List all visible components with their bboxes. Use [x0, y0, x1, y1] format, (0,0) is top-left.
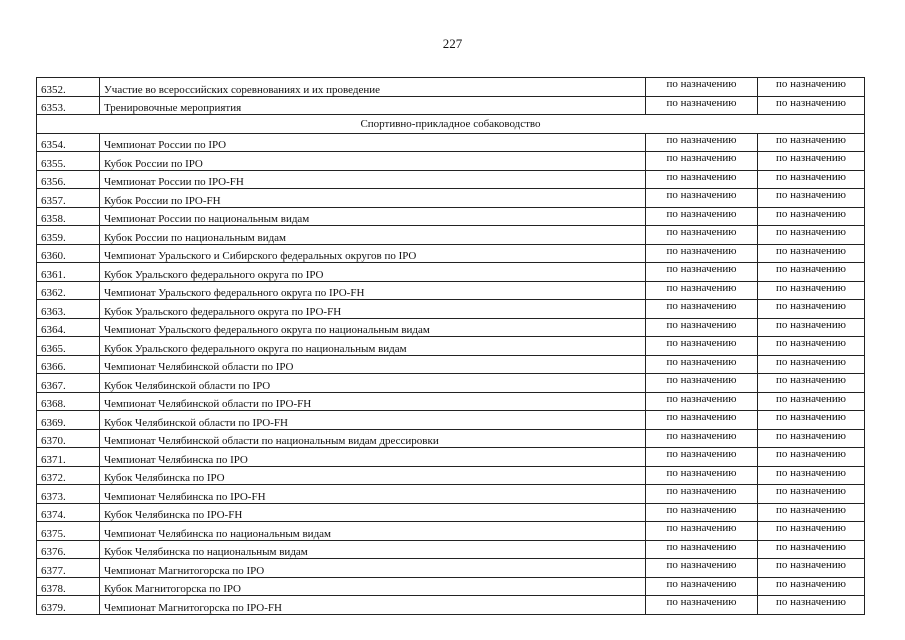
table-body-top [37, 78, 865, 115]
table-row [37, 96, 865, 115]
table-row [37, 522, 865, 541]
event-name-cell: Кубок Уральского федерального округа по IPO [100, 263, 646, 282]
row-number-cell: 6360. [37, 244, 100, 263]
value-cell-1: по назначению [646, 374, 758, 393]
value-cell-2: по назначению [758, 448, 865, 467]
value-cell-1: по назначению [646, 318, 758, 337]
value-cell-1: по назначению [646, 337, 758, 356]
events-table [36, 77, 865, 615]
value-cell-1: по назначению [646, 577, 758, 596]
value-cell-2: по назначению [758, 466, 865, 485]
table-row [37, 503, 865, 522]
value-cell-1: по назначению [646, 189, 758, 208]
value-cell-2: по назначению [758, 374, 865, 393]
row-number-cell: 6372. [37, 466, 100, 485]
row-number-cell: 6376. [37, 540, 100, 559]
table-row [37, 392, 865, 411]
table-row [37, 170, 865, 189]
value-cell-2: по назначению [758, 429, 865, 448]
value-cell-2: по назначению [758, 522, 865, 541]
table-row [37, 244, 865, 263]
value-cell-2: по назначению [758, 189, 865, 208]
value-cell-1: по назначению [646, 300, 758, 319]
table-row [37, 281, 865, 300]
value-cell-1: по назначению [646, 133, 758, 152]
row-number-cell: 6359. [37, 226, 100, 245]
event-name-cell: Участие во всероссийских соревнованиях и их проведение [100, 78, 646, 97]
value-cell-1: по назначению [646, 429, 758, 448]
value-cell-2: по назначению [758, 392, 865, 411]
value-cell-1: по назначению [646, 226, 758, 245]
value-cell-1: по назначению [646, 355, 758, 374]
row-number-cell: 6366. [37, 355, 100, 374]
event-name-cell: Чемпионат России по национальным видам [100, 207, 646, 226]
value-cell-1: по назначению [646, 392, 758, 411]
event-name-cell: Чемпионат Магнитогорска по IPO-FH [100, 596, 646, 615]
value-cell-1: по назначению [646, 522, 758, 541]
row-number-cell: 6370. [37, 429, 100, 448]
event-name-cell: Кубок Челябинска по IPO-FH [100, 503, 646, 522]
table-row [37, 133, 865, 152]
value-cell-2: по назначению [758, 540, 865, 559]
event-name-cell: Кубок Уральского федерального округа по IPO-FH [100, 300, 646, 319]
event-name-cell: Чемпионат России по IPO-FH [100, 170, 646, 189]
row-number-cell: 6357. [37, 189, 100, 208]
table-row [37, 577, 865, 596]
value-cell-1: по назначению [646, 448, 758, 467]
row-number-cell: 6352. [37, 78, 100, 97]
table-body-main [37, 133, 865, 614]
table-row [37, 300, 865, 319]
value-cell-1: по назначению [646, 466, 758, 485]
row-number-cell: 6371. [37, 448, 100, 467]
value-cell-1: по назначению [646, 281, 758, 300]
value-cell-2: по назначению [758, 300, 865, 319]
table-row [37, 411, 865, 430]
event-name-cell: Чемпионат Челябинска по IPO-FH [100, 485, 646, 504]
value-cell-2: по назначению [758, 133, 865, 152]
table-row [37, 318, 865, 337]
event-name-cell: Кубок Челябинска по национальным видам [100, 540, 646, 559]
row-number-cell: 6367. [37, 374, 100, 393]
table-row [37, 429, 865, 448]
value-cell-1: по назначению [646, 170, 758, 189]
event-name-cell: Кубок Челябинской области по IPO-FH [100, 411, 646, 430]
event-name-cell: Чемпионат Уральского федерального округа по IPO-FH [100, 281, 646, 300]
value-cell-1: по назначению [646, 540, 758, 559]
table-row [37, 559, 865, 578]
event-name-cell: Чемпионат России по IPO [100, 133, 646, 152]
value-cell-1: по назначению [646, 411, 758, 430]
value-cell-2: по назначению [758, 337, 865, 356]
section-header-body [37, 115, 865, 134]
table-row [37, 485, 865, 504]
value-cell-1: по назначению [646, 559, 758, 578]
value-cell-2: по назначению [758, 207, 865, 226]
event-name-cell: Чемпионат Уральского и Сибирского федеральных округов по IPO [100, 244, 646, 263]
row-number-cell: 6373. [37, 485, 100, 504]
row-number-cell: 6369. [37, 411, 100, 430]
value-cell-2: по назначению [758, 152, 865, 171]
value-cell-1: по назначению [646, 207, 758, 226]
table-row [37, 355, 865, 374]
value-cell-1: по назначению [646, 263, 758, 282]
table-row [37, 374, 865, 393]
value-cell-1: по назначению [646, 244, 758, 263]
table-row [37, 207, 865, 226]
table-row [37, 466, 865, 485]
value-cell-1: по назначению [646, 485, 758, 504]
value-cell-2: по назначению [758, 244, 865, 263]
row-number-cell: 6361. [37, 263, 100, 282]
event-name-cell: Тренировочные мероприятия [100, 96, 646, 115]
event-name-cell: Кубок Магнитогорска по IPO [100, 577, 646, 596]
table-row [37, 540, 865, 559]
row-number-cell: 6353. [37, 96, 100, 115]
value-cell-1: по назначению [646, 96, 758, 115]
value-cell-2: по назначению [758, 503, 865, 522]
row-number-cell: 6379. [37, 596, 100, 615]
row-number-cell: 6375. [37, 522, 100, 541]
row-number-cell: 6364. [37, 318, 100, 337]
event-name-cell: Кубок Челябинска по IPO [100, 466, 646, 485]
event-name-cell: Чемпионат Магнитогорска по IPO [100, 559, 646, 578]
table-row [37, 78, 865, 97]
row-number-cell: 6374. [37, 503, 100, 522]
section-header-row [37, 115, 865, 134]
value-cell-1: по назначению [646, 152, 758, 171]
row-number-cell: 6356. [37, 170, 100, 189]
value-cell-1: по назначению [646, 503, 758, 522]
value-cell-2: по назначению [758, 281, 865, 300]
row-number-cell: 6362. [37, 281, 100, 300]
row-number-cell: 6355. [37, 152, 100, 171]
value-cell-1: по назначению [646, 78, 758, 97]
value-cell-2: по назначению [758, 355, 865, 374]
value-cell-2: по назначению [758, 559, 865, 578]
row-number-cell: 6368. [37, 392, 100, 411]
table-row [37, 263, 865, 282]
event-name-cell: Кубок России по IPO-FH [100, 189, 646, 208]
table-row [37, 189, 865, 208]
event-name-cell: Чемпионат Челябинской области по IPO [100, 355, 646, 374]
row-number-cell: 6365. [37, 337, 100, 356]
event-name-cell: Кубок России по национальным видам [100, 226, 646, 245]
event-name-cell: Кубок Уральского федерального округа по национальным видам [100, 337, 646, 356]
value-cell-2: по назначению [758, 485, 865, 504]
section-title: Спортивно-прикладное собаководство [37, 115, 865, 134]
value-cell-1: по назначению [646, 596, 758, 615]
value-cell-2: по назначению [758, 96, 865, 115]
row-number-cell: 6377. [37, 559, 100, 578]
row-number-cell: 6354. [37, 133, 100, 152]
table-row [37, 226, 865, 245]
value-cell-2: по назначению [758, 318, 865, 337]
value-cell-2: по назначению [758, 226, 865, 245]
table-row [37, 596, 865, 615]
row-number-cell: 6363. [37, 300, 100, 319]
value-cell-2: по назначению [758, 170, 865, 189]
event-name-cell: Чемпионат Челябинской области по национальным видам дрессировки [100, 429, 646, 448]
event-name-cell: Чемпионат Уральского федерального округа по национальным видам [100, 318, 646, 337]
value-cell-2: по назначению [758, 78, 865, 97]
event-name-cell: Чемпионат Челябинска по IPO [100, 448, 646, 467]
value-cell-2: по назначению [758, 596, 865, 615]
value-cell-2: по назначению [758, 263, 865, 282]
event-name-cell: Чемпионат Челябинска по национальным видам [100, 522, 646, 541]
table-row [37, 152, 865, 171]
table-row [37, 337, 865, 356]
table-row [37, 448, 865, 467]
row-number-cell: 6378. [37, 577, 100, 596]
row-number-cell: 6358. [37, 207, 100, 226]
event-name-cell: Кубок России по IPO [100, 152, 646, 171]
page-number: 227 [442, 36, 463, 51]
event-name-cell: Кубок Челябинской области по IPO [100, 374, 646, 393]
value-cell-2: по назначению [758, 577, 865, 596]
event-name-cell: Чемпионат Челябинской области по IPO-FH [100, 392, 646, 411]
value-cell-2: по назначению [758, 411, 865, 430]
